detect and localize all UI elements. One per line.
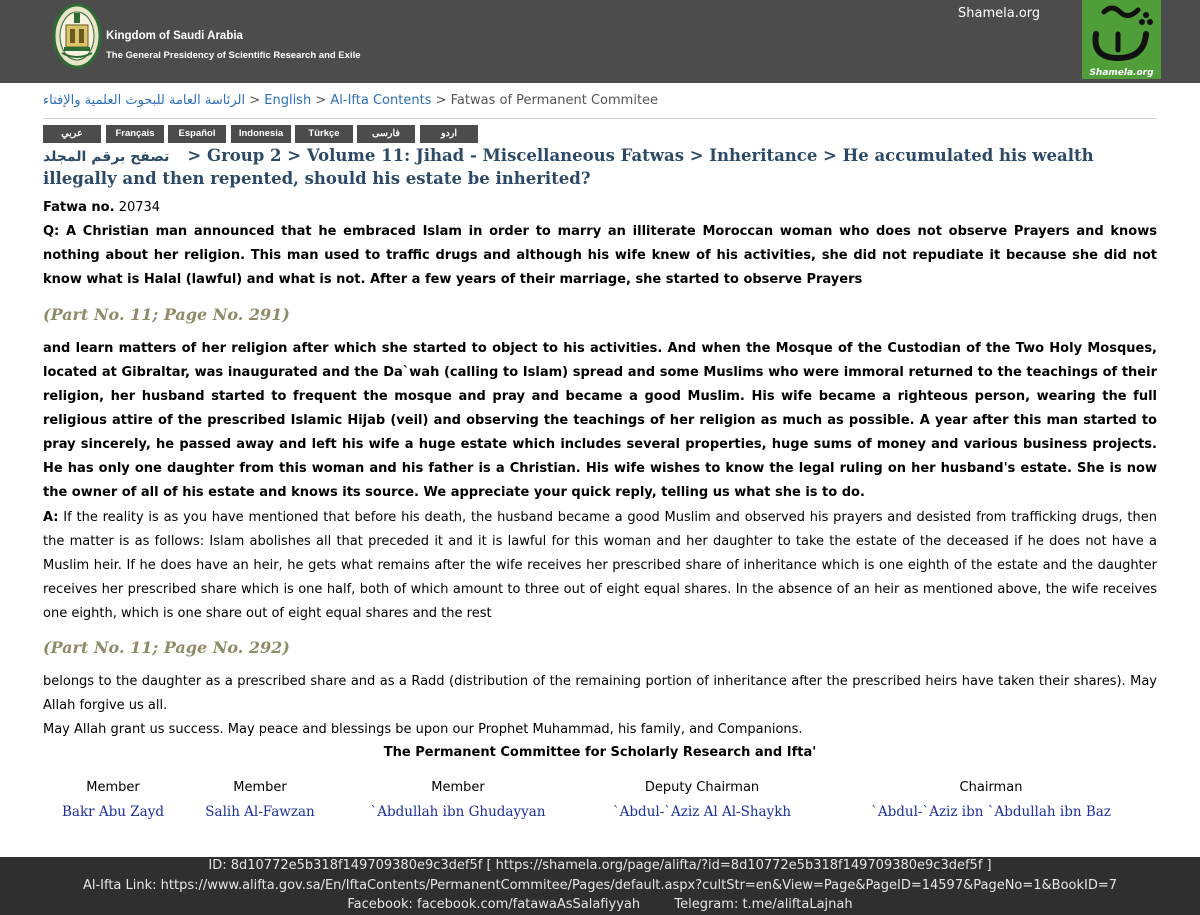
breadcrumb-home-link[interactable]: الرئاسة العامة للبحوث العلمية والإفتاء xyxy=(43,93,246,108)
signatory-name-link[interactable]: Bakr Abu Zayd xyxy=(62,804,164,820)
breadcrumb-separator: > xyxy=(435,93,447,108)
signatory-role: Chairman xyxy=(959,780,1023,795)
question-part-1 xyxy=(43,220,1157,292)
answer-part-1 xyxy=(43,506,1157,626)
breadcrumb-contents-link[interactable]: Al-Ifta Contents xyxy=(330,93,432,108)
header-country-title: Kingdom of Saudi Arabia xyxy=(106,30,243,42)
signatory-role: Member xyxy=(233,780,287,795)
question-label: Q: xyxy=(43,224,60,239)
signatory-role: Member xyxy=(86,780,140,795)
closing-text: May Allah grant us success. May peace and blessings be upon our Prophet Muhammad, his family, and Companions. xyxy=(43,722,803,737)
language-button-french[interactable]: Français xyxy=(106,125,164,143)
signatory-name-link[interactable]: `Abdul-`Aziz ibn `Abdullah ibn Baz xyxy=(871,804,1111,820)
breadcrumb-divider xyxy=(43,118,1157,119)
site-header xyxy=(0,0,1200,83)
shamela-logo[interactable] xyxy=(1082,0,1161,79)
language-button-turkish[interactable]: Türkçe xyxy=(295,125,353,143)
signatory-role: Deputy Chairman xyxy=(644,780,760,795)
committee-name: The Permanent Committee for Scholarly Research and Ifta' xyxy=(383,745,817,760)
footer-social-links xyxy=(0,897,1200,912)
header-organization-title: The General Presidency of Scientific Research and Exile xyxy=(106,50,361,61)
breadcrumb-separator: > xyxy=(315,93,327,108)
language-button-urdu[interactable]: اردو xyxy=(420,125,478,143)
question-part-2: and learn matters of her religion after which she started to object to his activities. And when the Mosque of the Custodian of the Two Holy Mosques, located at Gibraltar, was inaugurated and the Da`wah (calling to Islam) spread and some Muslims who were immoral returned to the teachings of their religion, her husband started to frequent the mosque and pray and became a good Muslim. His wife became a righteous person, wearing the full religious attire of the prescribed Islamic Hijab (veil) and observing the teachings of her religion as much as possible. A year after this man started to pray sincerely, he passed away and left his wife a huge estate which includes several properties, huge sums of money and various business projects. He has only one daughter from this woman and his father is a Christian. His wife wishes to know the legal ruling on her husband's estate. She is now the owner of all of his estate and knows its source. We appreciate your quick reply, telling us what she is to do. xyxy=(43,341,1157,500)
shamela-link[interactable]: Shamela.org xyxy=(958,6,1041,21)
language-button-spanish[interactable]: Español xyxy=(168,125,226,143)
breadcrumb-current: Fatwas of Permanent Commitee xyxy=(450,93,659,108)
answer-part-2: belongs to the daughter as a prescribed share and as a Radd (distribution of the remaining portion of inheritance after the prescribed heirs have taken their shares). May Allah forgive us all. xyxy=(43,674,1157,713)
shamela-glyph-icon xyxy=(1082,0,1161,68)
browse-by-volume-link[interactable]: تصفح برقم المجلد xyxy=(43,149,170,165)
fatwa-number-label: Fatwa no. xyxy=(43,200,115,215)
signatory-name-link[interactable]: `Abdullah ibn Ghudayyan xyxy=(370,804,546,820)
title-path: > Group 2 > Volume 11: Jihad - Miscellaneous Fatwas > Inheritance > He accumulated his wealth illegally and then repented, should his estate be inherited? xyxy=(43,146,1094,188)
footer-alifta-link[interactable]: Al-Ifta Link: https://www.alifta.gov.sa/En/IftaContents/PermanentCommitee/Pages/default.aspx?cultStr=en&View=Page&PageID=14597&PageNo=1&BookID=7 xyxy=(82,878,1118,893)
language-button-persian[interactable]: فارسی xyxy=(357,125,415,143)
fatwa-number xyxy=(43,200,160,215)
signatory-name-link[interactable]: Salih Al-Fawzan xyxy=(205,804,315,820)
language-button-indonesian[interactable]: Indonesia xyxy=(231,125,291,143)
footer-telegram-link[interactable]: Telegram: t.me/aliftaLajnah xyxy=(674,897,853,912)
language-button-arabic[interactable]: عربي xyxy=(43,125,101,143)
signatory-name-link[interactable]: `Abdul-`Aziz Al Al-Shaykh xyxy=(612,804,792,820)
signatory-role: Member xyxy=(431,780,485,795)
footer-id-line[interactable]: ID: 8d10772e5b318f149709380e9c3def5f [ https://shamela.org/page/alifta/?id=8d10772e5b318f149709380e9c3def5f ] xyxy=(208,858,992,873)
answer-text-1: If the reality is as you have mentioned that before his death, the husband became a good Muslim and observed his prayers and desisted from trafficking drugs, then the matter is as follows: Islam abolishes all that preceded it and it is lawful for this woman and her daughter to take the estate of the deceased if he does not have a Muslim heir. If he does have an heir, he gets what remains after the wife receives her prescribed share of inheritance which is one eighth of the estate and the daughter receives her prescribed share which is one half, both of which amount to three out of eight equal shares. In the absence of an heir as mentioned above, the wife receives one eighth, which is one share out of eight equal shares and the rest xyxy=(43,510,1157,621)
answer-label: A: xyxy=(43,510,59,525)
site-footer xyxy=(0,857,1200,915)
footer-facebook-link[interactable]: Facebook: facebook.com/fatawaAsSalafiyyah xyxy=(347,897,641,912)
page-reference-291: (Part No. 11; Page No. 291) xyxy=(43,305,290,324)
presidency-emblem-logo[interactable] xyxy=(52,3,102,69)
shamela-logo-caption: Shamela.org xyxy=(1089,68,1154,78)
question-text-1: A Christian man announced that he embraced Islam in order to marry an illiterate Moroccan woman who does not observe Prayers and knows nothing about her religion. This man used to traffic drugs and although his wife knew of his activities, she did not repudiate it because she did not know what is Halal (lawful) and what is not. After a few years of their marriage, she started to observe Prayers xyxy=(43,224,1157,287)
breadcrumb-english-link[interactable]: English xyxy=(264,93,312,108)
fatwa-number-value: 20734 xyxy=(118,200,161,215)
page-title xyxy=(43,145,1157,190)
breadcrumb xyxy=(43,93,658,108)
page-reference-292: (Part No. 11; Page No. 292) xyxy=(43,638,290,657)
breadcrumb-separator: > xyxy=(249,93,261,108)
